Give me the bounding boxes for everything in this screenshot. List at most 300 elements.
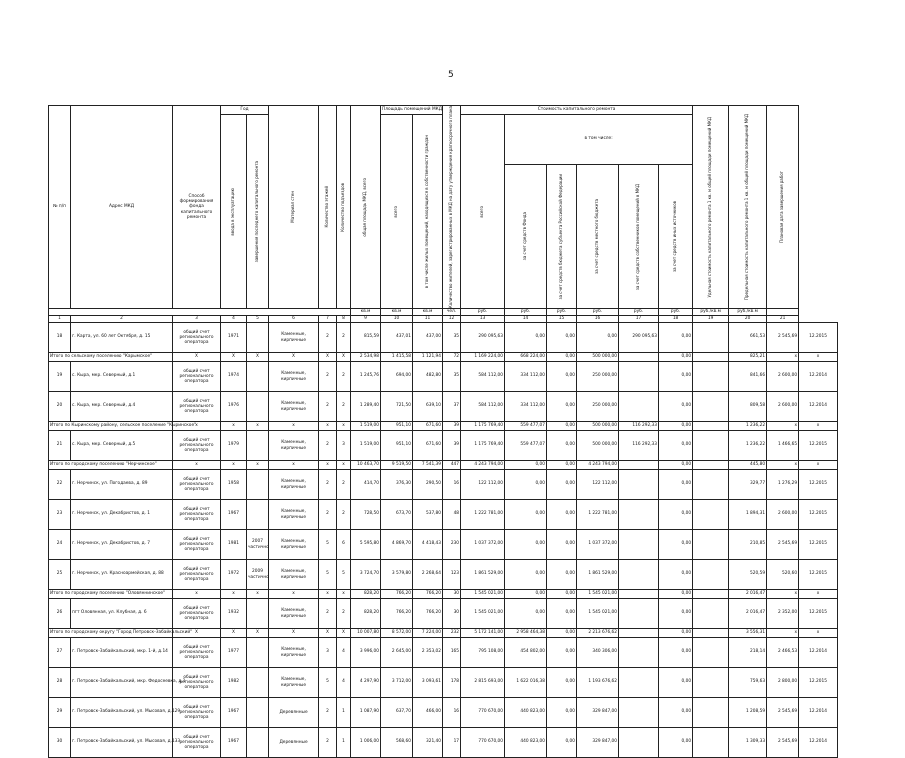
cost-owners-cell <box>619 461 659 470</box>
cost-fund-cell: 334 112,00 <box>505 362 547 392</box>
area-all-cell: 376,30 <box>381 470 413 500</box>
method-cell: общий счет регионального оператора <box>173 638 221 668</box>
unit-cell: руб. <box>619 309 659 316</box>
total-area-cell: 728,50 <box>351 500 381 530</box>
material-cell: Каменные, кирпичные <box>269 560 319 590</box>
material-cell: Каменные, кирпичные <box>269 668 319 698</box>
column-number: 3 <box>173 316 221 323</box>
max-cost-cell: 2 600,00 <box>767 500 799 530</box>
header-residents: Количество жителей, зарегистрированных в МКД на дату утверждения краткосрочного плана <box>448 106 454 309</box>
cost-regional-cell: 0,00 <box>547 362 577 392</box>
method-cell: общий счет регионального оператора <box>173 530 221 560</box>
cost-regional-cell: 0,00 <box>547 392 577 422</box>
specific-cost-cell: 825,21 <box>729 353 767 362</box>
column-number: 13 <box>461 316 505 323</box>
cost-owners-cell: 116 292,33 <box>619 422 659 431</box>
max-cost-cell: 2 600,00 <box>767 362 799 392</box>
cost-local-cell: 340 306,00 <box>577 638 619 668</box>
cost-fund-cell: 2 958 464,38 <box>505 629 547 638</box>
plan-date-cell: x <box>799 590 838 599</box>
unit-cell: кв.м <box>351 309 381 316</box>
plan-date-cell: 12.2015 <box>799 560 838 590</box>
floors-cell: 2 <box>319 599 337 629</box>
total-area-cell: 828,20 <box>351 590 381 599</box>
cost-local-cell: 2 213 676,62 <box>577 629 619 638</box>
header-cost-fund: за счет средств Фонда <box>522 212 528 261</box>
cost-other-cell: 0,00 <box>659 323 693 353</box>
floors-cell: 2 <box>319 323 337 353</box>
address-cell: с. Кыра, мкр. Северный, д.1 <box>71 362 173 392</box>
area-living-cell: 2 268,64 <box>413 560 443 590</box>
cost-local-cell: 500 000,00 <box>577 422 619 431</box>
year-built-cell: 1972 <box>221 560 247 590</box>
cost-regional-cell: 0,00 <box>547 599 577 629</box>
total-area-cell: 4 297,90 <box>351 668 381 698</box>
material-cell: X <box>269 629 319 638</box>
max-cost-cell: 2 545,69 <box>767 698 799 728</box>
residents-cell: 48 <box>443 500 461 530</box>
cost-fund-cell: 440 823,00 <box>505 728 547 758</box>
header-material: Материал стен <box>290 191 296 223</box>
cost-regional-cell: 0,00 <box>547 500 577 530</box>
header-specific-cost: Удельная стоимость капитального ремонта 1 кв. м общей площади помещений МКД <box>707 116 713 298</box>
total-area-cell: 1 087,90 <box>351 698 381 728</box>
cost-owners-cell <box>619 698 659 728</box>
year-repair-cell: X <box>247 353 269 362</box>
cost-owners-cell <box>619 392 659 422</box>
page-number: 5 <box>448 70 454 80</box>
area-all-cell: 3 579,80 <box>381 560 413 590</box>
cost-owners-cell <box>619 530 659 560</box>
cost-owners-cell <box>619 728 659 758</box>
material-cell: Каменные, кирпичные <box>269 362 319 392</box>
max-cost-cell: 520,60 <box>767 560 799 590</box>
cost-total-cell: 1 169 224,00 <box>461 353 505 362</box>
method-cell: общий счет регионального оператора <box>173 323 221 353</box>
area-all-cell: 951,10 <box>381 422 413 431</box>
specific-cost-cell: 1 208,59 <box>729 698 767 728</box>
row-number-cell: 24 <box>49 530 71 560</box>
area-living-cell: 639,10 <box>413 392 443 422</box>
total-area-cell: 10 007,80 <box>351 629 381 638</box>
specific-cost-cell: 809,58 <box>729 392 767 422</box>
year-repair-cell: x <box>247 590 269 599</box>
year-built-cell: 1982 <box>221 668 247 698</box>
subtotal-label: Итого по городскому округу "Город Петровск-Забайкальский" <box>49 629 173 638</box>
area-living-cell: 437,00 <box>413 323 443 353</box>
cost-other-cell: 0,00 <box>659 590 693 599</box>
method-cell: x <box>173 590 221 599</box>
header-cost-total: всего <box>479 205 485 218</box>
address-cell: г. Нерчинск, ул. Погодаева, д. 89 <box>71 470 173 500</box>
year-built-cell: 1958 <box>221 470 247 500</box>
cost-owners-cell <box>619 362 659 392</box>
cost-other-cell: 0,00 <box>659 461 693 470</box>
cost-other-cell: 0,00 <box>659 698 693 728</box>
cost-owners-cell <box>619 629 659 638</box>
column-number: 15 <box>547 316 577 323</box>
max-cost-cell: x <box>767 353 799 362</box>
total-area-cell: 1 519,00 <box>351 422 381 431</box>
cost-fund-cell: 440 823,00 <box>505 698 547 728</box>
area-living-cell: 4 418,43 <box>413 530 443 560</box>
year-built-cell: X <box>221 353 247 362</box>
entrances-cell: 2 <box>337 323 351 353</box>
floors-cell: 2 <box>319 431 337 461</box>
header-cost-group: Стоимость капитального ремонта <box>461 106 693 115</box>
unit-cell: руб. <box>659 309 693 316</box>
cost-fund-cell: 0,00 <box>505 590 547 599</box>
cost-fund-cell: 0,00 <box>505 560 547 590</box>
cost-regional-cell: 0,00 <box>547 629 577 638</box>
cost-fund-cell: 0,00 <box>505 461 547 470</box>
cost-local-cell: 1 222 781,00 <box>577 500 619 530</box>
cost-owners-cell <box>619 500 659 530</box>
cost-fund-cell: 559 477,07 <box>505 422 547 431</box>
floors-cell: x <box>319 461 337 470</box>
floors-cell: 3 <box>319 638 337 668</box>
cost-total-cell: 584 112,00 <box>461 362 505 392</box>
table-row <box>49 392 838 422</box>
floors-cell: 2 <box>319 698 337 728</box>
column-number: 10 <box>381 316 413 323</box>
unit-cell: кв.м <box>413 309 443 316</box>
area-all-cell: 3 712,00 <box>381 668 413 698</box>
column-number: 14 <box>505 316 547 323</box>
row-number-cell: 26 <box>49 599 71 629</box>
year-built-cell: x <box>221 590 247 599</box>
residents-cell: 16 <box>443 698 461 728</box>
method-cell: общий счет регионального оператора <box>173 500 221 530</box>
empty-cell <box>693 599 729 629</box>
max-cost-cell: 2 545,69 <box>767 323 799 353</box>
floors-cell: 2 <box>319 728 337 758</box>
area-all-cell: 673,70 <box>381 500 413 530</box>
plan-date-cell: 12.2015 <box>799 431 838 461</box>
cost-other-cell: 0,00 <box>659 470 693 500</box>
cost-local-cell: 1 193 676,62 <box>577 668 619 698</box>
cost-other-cell: 0,00 <box>659 500 693 530</box>
cost-other-cell: 0,00 <box>659 668 693 698</box>
area-all-cell: 2 645,00 <box>381 638 413 668</box>
material-cell: x <box>269 461 319 470</box>
max-cost-cell: x <box>767 590 799 599</box>
area-living-cell: 671,60 <box>413 431 443 461</box>
entrances-cell: X <box>337 629 351 638</box>
residents-cell: 232 <box>443 629 461 638</box>
year-built-cell: 1967 <box>221 500 247 530</box>
empty-cell <box>693 668 729 698</box>
table-row <box>49 362 838 392</box>
plan-date-cell: 12.2015 <box>799 530 838 560</box>
row-number-cell: 23 <box>49 500 71 530</box>
column-numbers-row <box>49 316 838 323</box>
area-all-cell: 437,01 <box>381 323 413 353</box>
empty-cell <box>693 470 729 500</box>
total-area-cell: 1 289,40 <box>351 392 381 422</box>
year-built-cell: 1974 <box>221 362 247 392</box>
entrances-cell: 2 <box>337 470 351 500</box>
cost-total-cell: 1 222 781,00 <box>461 500 505 530</box>
method-cell: x <box>173 422 221 431</box>
plan-date-cell: x <box>799 461 838 470</box>
year-repair-cell: x <box>247 461 269 470</box>
material-cell: Каменные, кирпичные <box>269 431 319 461</box>
area-all-cell: 4 869,70 <box>381 530 413 560</box>
table-row <box>49 323 838 353</box>
cost-local-cell: 122 112,00 <box>577 470 619 500</box>
cost-local-cell: 0,00 <box>577 323 619 353</box>
address-cell: г. Нерчинск, ул. Декабристов, д. 7 <box>71 530 173 560</box>
cost-total-cell: 122 112,00 <box>461 470 505 500</box>
area-living-cell: 2 353,02 <box>413 638 443 668</box>
specific-cost-cell: 1 309,33 <box>729 728 767 758</box>
entrances-cell: 2 <box>337 362 351 392</box>
max-cost-cell: 2 466,53 <box>767 638 799 668</box>
area-living-cell: 1 121,94 <box>413 353 443 362</box>
method-cell: общий счет регионального оператора <box>173 392 221 422</box>
year-built-cell: X <box>221 629 247 638</box>
empty-cell <box>693 698 729 728</box>
table-row <box>49 470 838 500</box>
total-area-cell: 1 245,76 <box>351 362 381 392</box>
cost-fund-cell: 559 477,07 <box>505 431 547 461</box>
total-area-cell: 414,70 <box>351 470 381 500</box>
cost-regional-cell: 0,00 <box>547 668 577 698</box>
floors-cell: 2 <box>319 470 337 500</box>
cost-local-cell: 329 847,00 <box>577 698 619 728</box>
specific-cost-cell: 1 236,22 <box>729 431 767 461</box>
header-year-built: ввода в эксплуатацию <box>230 187 236 236</box>
cost-total-cell: 1 545 021,00 <box>461 590 505 599</box>
subtotal-label: Итого по Кыринскому району, сельское поселение "Кыринское" <box>49 422 173 431</box>
plan-date-cell: 12.2014 <box>799 362 838 392</box>
header-max-cost: Предельная стоимость капитального ремонта 1 кв. м общей площади помещений МКД <box>744 114 750 301</box>
area-living-cell: 766,20 <box>413 599 443 629</box>
area-all-cell: 766,20 <box>381 590 413 599</box>
column-number: 20 <box>729 316 767 323</box>
area-living-cell: 766,20 <box>413 590 443 599</box>
year-repair-cell <box>247 668 269 698</box>
cost-regional-cell: 0,00 <box>547 431 577 461</box>
total-area-cell: 815,59 <box>351 323 381 353</box>
header-no: № п/п <box>49 106 71 309</box>
max-cost-cell: x <box>767 461 799 470</box>
cost-owners-cell <box>619 590 659 599</box>
table-row <box>49 728 838 758</box>
row-number-cell: 18 <box>49 323 71 353</box>
cost-regional-cell: 0,00 <box>547 698 577 728</box>
cost-local-cell: 329 847,00 <box>577 728 619 758</box>
cost-regional-cell: 0,00 <box>547 422 577 431</box>
max-cost-cell: 1 276,29 <box>767 470 799 500</box>
floors-cell: 5 <box>319 530 337 560</box>
empty-cell <box>693 629 729 638</box>
cost-fund-cell: 0,00 <box>505 323 547 353</box>
cost-other-cell: 0,00 <box>659 629 693 638</box>
residents-cell: 165 <box>443 638 461 668</box>
column-number: 2 <box>71 316 173 323</box>
area-all-cell: 694,00 <box>381 362 413 392</box>
units-row <box>49 309 838 316</box>
header-including: в том числе: <box>505 115 693 165</box>
year-repair-cell <box>247 728 269 758</box>
plan-date-cell: 12.2014 <box>799 392 838 422</box>
table-row <box>49 431 838 461</box>
floors-cell: x <box>319 422 337 431</box>
cost-regional-cell: 0,00 <box>547 353 577 362</box>
residents-cell: 447 <box>443 461 461 470</box>
cost-other-cell: 0,00 <box>659 362 693 392</box>
residents-cell: 37 <box>443 392 461 422</box>
area-living-cell: 3 093,61 <box>413 668 443 698</box>
area-living-cell: 671,60 <box>413 422 443 431</box>
cost-total-cell: 770 670,00 <box>461 728 505 758</box>
column-number: 19 <box>693 316 729 323</box>
year-repair-cell <box>247 500 269 530</box>
plan-date-cell: x <box>799 422 838 431</box>
column-number: 5 <box>247 316 269 323</box>
header-entrances: Количество подъездов <box>340 182 346 232</box>
cost-other-cell: 0,00 <box>659 422 693 431</box>
year-repair-cell <box>247 323 269 353</box>
method-cell: общий счет регионального оператора <box>173 431 221 461</box>
max-cost-cell: 2 352,00 <box>767 599 799 629</box>
residents-cell: 17 <box>443 728 461 758</box>
specific-cost-cell: 2 016,47 <box>729 599 767 629</box>
column-number: 1 <box>49 316 71 323</box>
material-cell: Деревянные <box>269 728 319 758</box>
cost-total-cell: 1 545 021,00 <box>461 599 505 629</box>
row-number-cell: 22 <box>49 470 71 500</box>
method-cell: общий счет регионального оператора <box>173 362 221 392</box>
entrances-cell: x <box>337 422 351 431</box>
area-all-cell: 9 519,50 <box>381 461 413 470</box>
entrances-cell: 2 <box>337 599 351 629</box>
empty-cell <box>693 353 729 362</box>
year-repair-cell <box>247 599 269 629</box>
cost-fund-cell: 0,00 <box>505 599 547 629</box>
entrances-cell: x <box>337 590 351 599</box>
plan-date-cell: 12.2014 <box>799 728 838 758</box>
year-built-cell: 1977 <box>221 638 247 668</box>
cost-other-cell: 0,00 <box>659 431 693 461</box>
method-cell: общий счет регионального оператора <box>173 470 221 500</box>
header-area-group: Площадь помещений МКД <box>381 106 443 115</box>
cost-local-cell: 500 000,00 <box>577 431 619 461</box>
year-built-cell: 1932 <box>221 599 247 629</box>
unit-cell: руб. <box>505 309 547 316</box>
area-living-cell: 466,00 <box>413 698 443 728</box>
empty-cell <box>693 530 729 560</box>
unit-cell: руб./кв.м <box>693 309 729 316</box>
header-method: Способ формирования фонда капитального ремонта <box>173 106 221 309</box>
material-cell: Каменные, кирпичные <box>269 323 319 353</box>
cost-other-cell: 0,00 <box>659 638 693 668</box>
unit-cell: руб. <box>461 309 505 316</box>
residents-cell: 30 <box>443 590 461 599</box>
column-number: 4 <box>221 316 247 323</box>
entrances-cell: 5 <box>337 560 351 590</box>
area-all-cell: 766,20 <box>381 599 413 629</box>
cost-local-cell: 1 545 021,00 <box>577 599 619 629</box>
floors-cell: 5 <box>319 560 337 590</box>
entrances-cell: 6 <box>337 530 351 560</box>
header-total-area: общая площадь МКД, всего <box>362 177 368 237</box>
total-area-cell: 3 724,70 <box>351 560 381 590</box>
header-plan-date: Плановая дата завершения работ <box>779 171 785 244</box>
method-cell: X <box>173 353 221 362</box>
specific-cost-cell: 445,80 <box>729 461 767 470</box>
area-all-cell: 637,70 <box>381 698 413 728</box>
cost-total-cell: 1 037 372,00 <box>461 530 505 560</box>
plan-date-cell: 12.2014 <box>799 698 838 728</box>
empty-cell <box>693 461 729 470</box>
floors-cell: X <box>319 629 337 638</box>
cost-fund-cell: 0,00 <box>505 530 547 560</box>
year-repair-cell <box>247 431 269 461</box>
table-row <box>49 599 838 629</box>
cost-owners-cell <box>619 353 659 362</box>
residents-cell: 35 <box>443 323 461 353</box>
floors-cell: 5 <box>319 668 337 698</box>
cost-total-cell: 1 175 769,40 <box>461 431 505 461</box>
cost-total-cell: 795 108,00 <box>461 638 505 668</box>
header-floors: Количество этажей <box>324 186 330 228</box>
material-cell: Каменные, кирпичные <box>269 470 319 500</box>
cost-regional-cell: 0,00 <box>547 530 577 560</box>
cost-regional-cell: 0,00 <box>547 638 577 668</box>
empty-cell <box>693 422 729 431</box>
specific-cost-cell: 1 236,22 <box>729 422 767 431</box>
plan-date-cell: 12.2015 <box>799 599 838 629</box>
address-cell: г. Петровск-Забайкальский, ул. Мысовая, д.129 <box>71 698 173 728</box>
empty-cell <box>693 362 729 392</box>
method-cell: общий счет регионального оператора <box>173 698 221 728</box>
total-area-cell: 1 519,00 <box>351 431 381 461</box>
cost-owners-cell <box>619 668 659 698</box>
max-cost-cell: 2 545,69 <box>767 530 799 560</box>
header-cost-owners: за счет средств собственников помещений в МКД <box>635 183 641 290</box>
plan-date-cell: x <box>799 629 838 638</box>
cost-total-cell: 770 670,00 <box>461 698 505 728</box>
year-repair-cell <box>247 698 269 728</box>
area-all-cell: 568,60 <box>381 728 413 758</box>
cost-local-cell: 500 000,00 <box>577 353 619 362</box>
address-cell: г. Нерчинск, ул. Декабристов, д. 1 <box>71 500 173 530</box>
year-repair-cell <box>247 362 269 392</box>
specific-cost-cell: 329,77 <box>729 470 767 500</box>
specific-cost-cell: 661,53 <box>729 323 767 353</box>
method-cell: общий счет регионального оператора <box>173 560 221 590</box>
table-row <box>49 638 838 668</box>
year-built-cell: 1967 <box>221 698 247 728</box>
cost-local-cell: 1 545 021,00 <box>577 590 619 599</box>
column-number: 18 <box>659 316 693 323</box>
subtotal-row <box>49 353 838 362</box>
specific-cost-cell: 841,66 <box>729 362 767 392</box>
floors-cell: 2 <box>319 362 337 392</box>
specific-cost-cell: 520,59 <box>729 560 767 590</box>
cost-total-cell: 2 815 693,00 <box>461 668 505 698</box>
cost-owners-cell: 116 292,33 <box>619 431 659 461</box>
row-number-cell: 21 <box>49 431 71 461</box>
cost-regional-cell: 0,00 <box>547 461 577 470</box>
year-built-cell: 1976 <box>221 392 247 422</box>
year-built-cell: 1971 <box>221 323 247 353</box>
plan-date-cell: 12.2014 <box>799 638 838 668</box>
cost-owners-cell <box>619 470 659 500</box>
